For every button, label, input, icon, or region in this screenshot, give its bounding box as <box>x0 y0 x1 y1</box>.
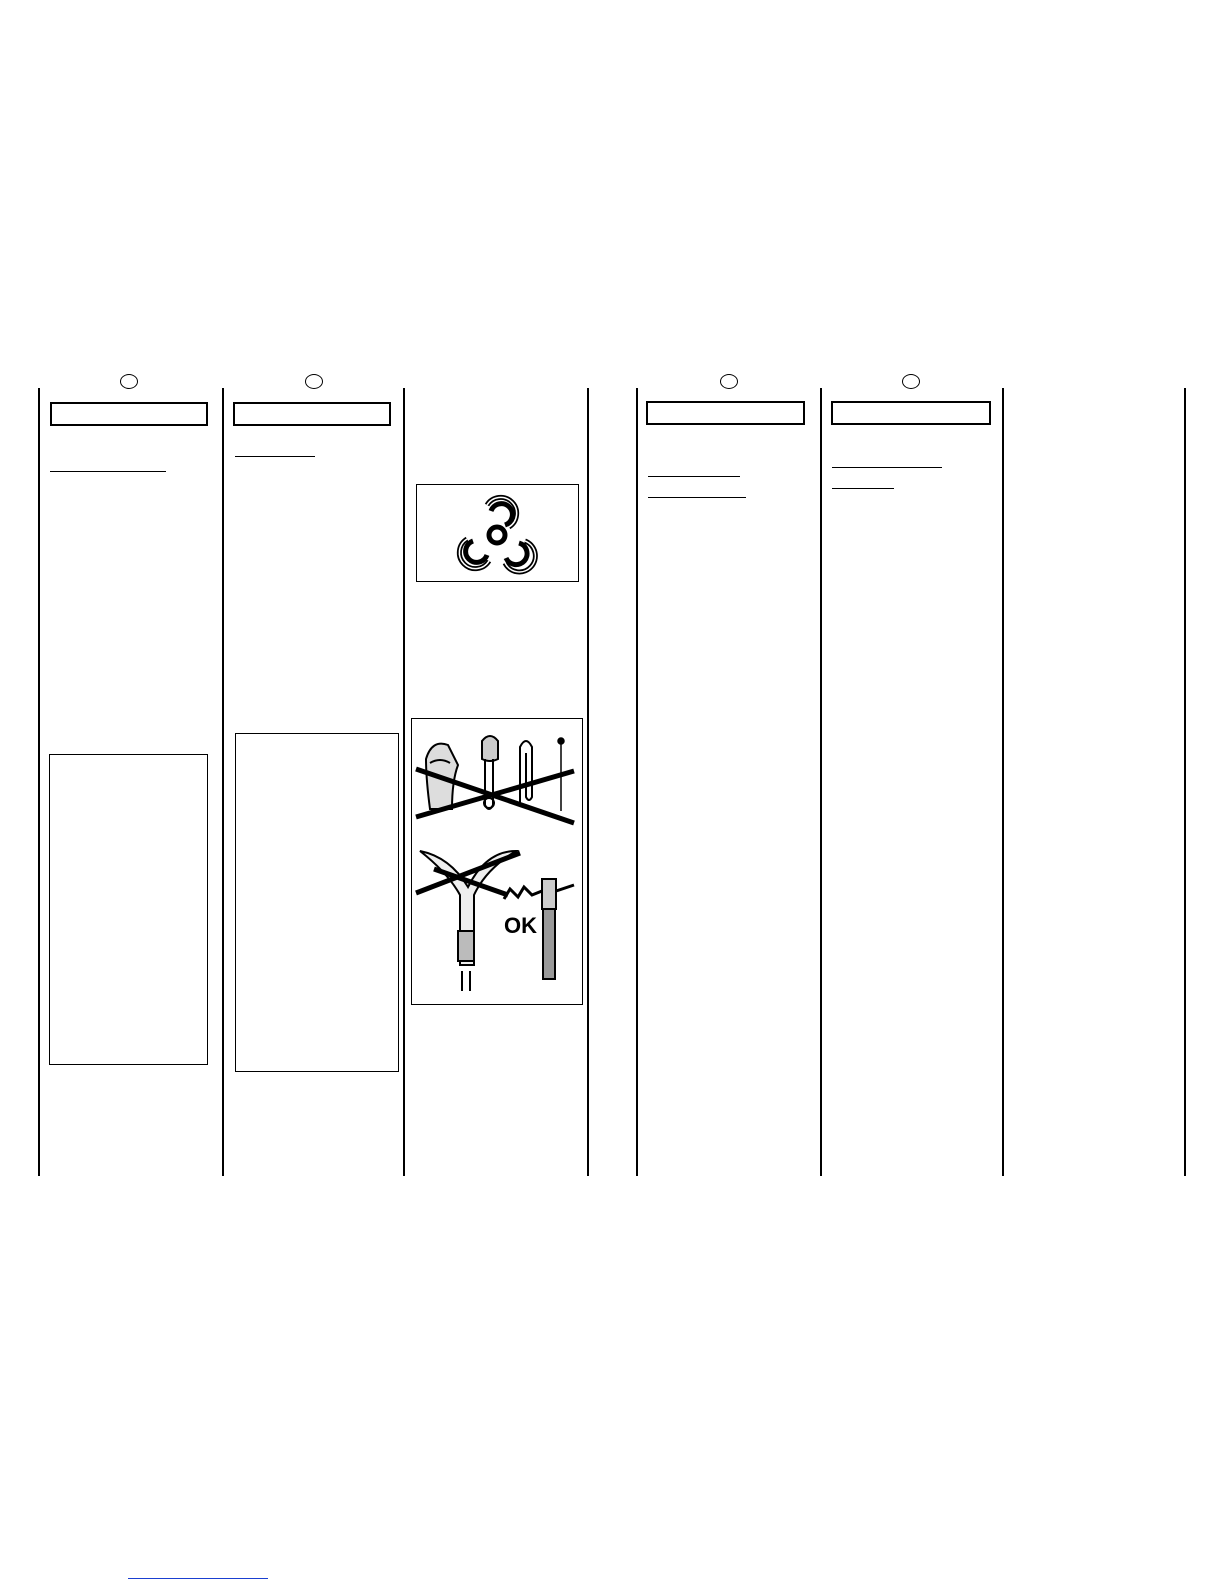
note-box <box>235 733 399 1072</box>
language-flag <box>305 374 323 389</box>
column-rule <box>1002 388 1004 1176</box>
section-header <box>646 401 805 425</box>
ok-label: OK <box>504 913 537 938</box>
subheading-underline <box>648 476 740 477</box>
language-flag <box>120 374 138 389</box>
language-flag <box>720 374 738 389</box>
fasteners-zipper-icon <box>412 719 582 1004</box>
subheading-underline <box>648 497 746 498</box>
footer-link[interactable] <box>128 1578 268 1579</box>
column-rule <box>587 388 589 1176</box>
section-header <box>50 402 208 426</box>
subheading-underline <box>832 488 894 489</box>
column-rule <box>1184 388 1186 1176</box>
subheading-underline <box>50 471 166 472</box>
column-rule <box>222 388 224 1176</box>
paper-clip-icon <box>520 741 532 805</box>
subheading-underline <box>235 456 315 457</box>
woolmark-icon <box>417 485 578 581</box>
woolmark-figure <box>416 484 579 582</box>
column-rule <box>820 388 822 1176</box>
closed-zipper-icon <box>542 879 556 979</box>
fasteners-figure <box>411 718 583 1005</box>
subheading-underline <box>832 467 942 468</box>
column-rule <box>636 388 638 1176</box>
note-box <box>49 754 208 1065</box>
column-rule <box>403 388 405 1176</box>
section-header <box>831 401 991 425</box>
language-flag <box>902 374 920 389</box>
section-header <box>233 402 391 426</box>
column-rule <box>38 388 40 1176</box>
